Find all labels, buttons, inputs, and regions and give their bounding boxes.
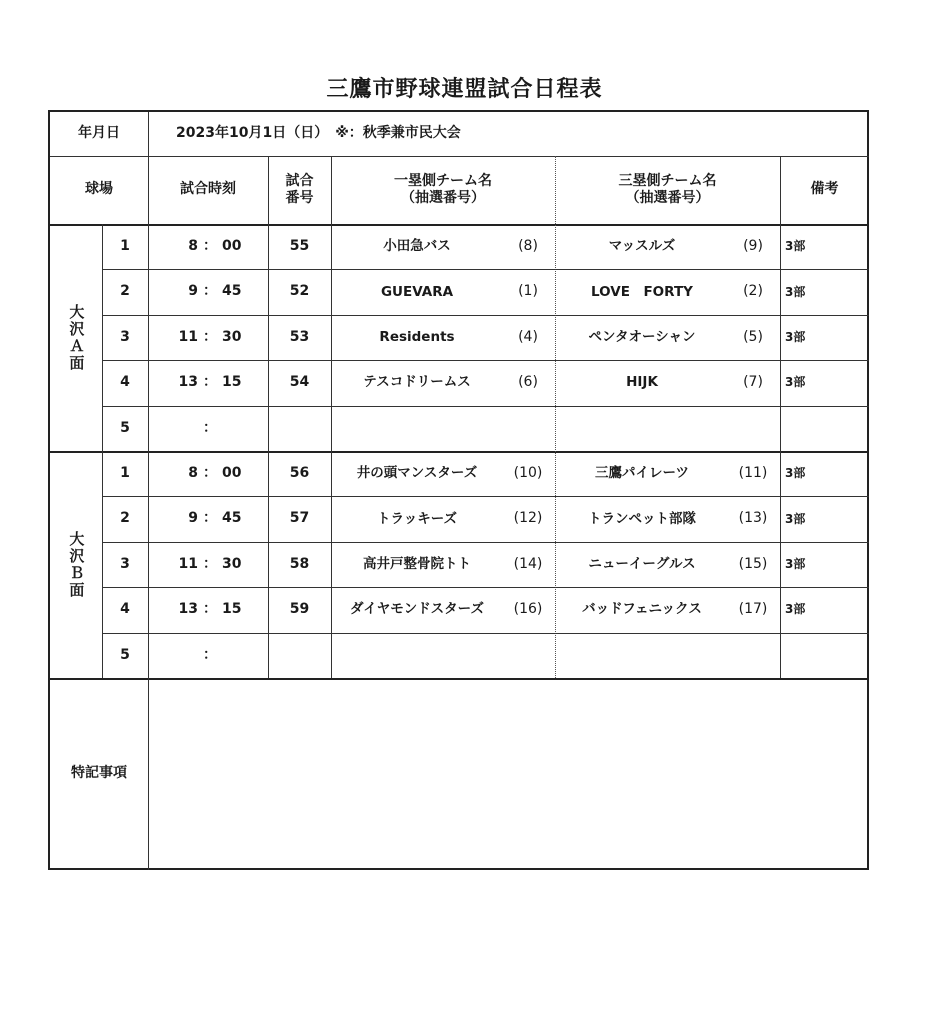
header-notes: 備考 [810,181,839,198]
note: 3部 [785,511,806,526]
time-minute: 30 [222,328,242,345]
time-hour: 11 [178,328,198,345]
time-minute: 45 [222,283,242,300]
team3-seed: (15) [738,555,768,572]
team1-name: 高井戸整骨院トト [363,556,471,573]
team3-seed: (13) [738,510,768,527]
match-number: 54 [289,374,310,391]
time-hour: 13 [178,601,198,618]
row-number: 2 [120,510,130,527]
match-number: 59 [289,601,310,618]
team1-name: トラッキーズ [376,510,458,527]
team1-seed [503,406,553,451]
time-colon: ： [203,510,217,527]
header-venue: 球場 [85,181,113,198]
team3-seed: (5) [743,328,763,345]
match-number: 55 [289,237,310,254]
row-number: 1 [120,237,130,254]
time-colon: ： [203,237,217,254]
team1-seed: (16) [513,601,543,618]
header-match-no [268,156,331,224]
time-colon: ： [203,601,217,618]
time-minute: 00 [222,464,242,481]
match-number [268,406,331,451]
header-match-no-line2: 番号 [285,190,314,206]
header-team1-line2: （抽選番号） [401,190,485,206]
match-number: 52 [289,283,310,300]
time-minute: 45 [222,510,242,527]
match-number: 57 [289,510,310,527]
time-minute: 30 [222,555,242,572]
team1-seed: (4) [518,328,538,345]
match-number: 53 [289,328,310,345]
team3-name: LOVE FORTY [591,283,693,300]
team1-seed: (12) [513,510,543,527]
time-colon: ： [203,646,217,663]
row-number: 1 [120,464,130,481]
team1-name [333,633,501,678]
row-number: 3 [120,555,130,572]
team3-name: 三鷹パイレーツ [595,465,689,482]
time-minute [222,633,262,678]
team3-name: ニューイーグルス [588,556,696,573]
date-label: 年月日 [78,125,120,142]
time-hour: 8 [188,237,198,254]
time-colon: ： [203,419,217,436]
time-colon: ： [203,555,217,572]
team1-name: GUEVARA [380,283,454,300]
row-number: 4 [120,601,130,618]
team1-name: ダイヤモンドスターズ [350,601,484,618]
time-minute [222,406,262,451]
header-team3-line1: 三塁側チーム名 [618,172,717,189]
team1-name: 井の頭マンスターズ [356,465,478,482]
row-number: 5 [120,419,130,436]
date-value: 2023年10月1日（日） ※：秋季兼市民大会 [176,125,461,142]
note [782,633,869,678]
header-team3 [555,156,780,224]
match-number: 56 [289,464,310,481]
note: 3部 [785,602,806,617]
row-number: 5 [120,646,130,663]
time-hour: 9 [188,510,198,527]
note: 3部 [785,466,806,481]
note: 3部 [785,284,806,299]
team3-name: HIJK [626,374,658,391]
time-colon: ： [203,328,217,345]
note: 3部 [785,556,806,571]
note: 3部 [785,329,806,344]
time-hour [148,633,198,678]
team1-seed: (8) [518,237,538,254]
team1-name: 小田急バス [383,238,451,255]
page-title: 三鷹市野球連盟試合日程表 [326,77,603,102]
team3-seed [728,633,778,678]
time-hour: 9 [188,283,198,300]
team1-seed: (1) [518,283,538,300]
match-number [268,633,331,678]
team1-seed: (10) [513,464,543,481]
remarks-value [148,678,869,870]
team3-seed: (7) [743,374,763,391]
note: 3部 [785,239,806,254]
remarks-label: 特記事項 [71,765,127,782]
team1-name: Residents [379,329,455,346]
team1-name [333,406,501,451]
team3-seed: (17) [738,601,768,618]
team3-seed [728,406,778,451]
header-team1-line1: 一塁側チーム名 [394,172,492,189]
team3-seed: (11) [738,464,768,481]
time-colon: ： [203,374,217,391]
header-team3-line2: （抽選番号） [625,190,710,206]
note [782,406,869,451]
row-number: 4 [120,374,130,391]
time-hour: 13 [178,374,198,391]
team1-name: テスコドリームス [363,374,471,391]
time-minute: 00 [222,237,242,254]
row-number: 2 [120,283,130,300]
schedule-table [48,110,869,870]
team1-seed: (6) [518,374,538,391]
team3-name: トランペット部隊 [588,510,696,527]
time-minute: 15 [222,374,242,391]
field-name-1: 大沢Ａ面 [67,303,86,372]
team3-name [557,633,727,678]
team3-name: ペンタオーシャン [588,329,696,346]
team3-seed: (2) [743,283,763,300]
team1-seed: (14) [513,555,543,572]
header-match-no-line1: 試合 [285,172,314,189]
row-number: 3 [120,328,130,345]
field-name-2: 大沢Ｂ面 [67,530,86,599]
match-number: 58 [289,555,310,572]
team3-name: マッスルズ [608,238,676,255]
note: 3部 [785,375,806,390]
header-time: 試合時刻 [180,181,236,198]
time-hour [148,406,198,451]
team3-seed: (9) [743,237,763,254]
team3-name: バッドフェニックス [582,601,702,618]
time-minute: 15 [222,601,242,618]
time-hour: 11 [178,555,198,572]
time-colon: ： [203,283,217,300]
team3-name [557,406,727,451]
time-colon: ： [203,464,217,481]
header-team1 [331,156,555,224]
time-hour: 8 [188,464,198,481]
team1-seed [503,633,553,678]
